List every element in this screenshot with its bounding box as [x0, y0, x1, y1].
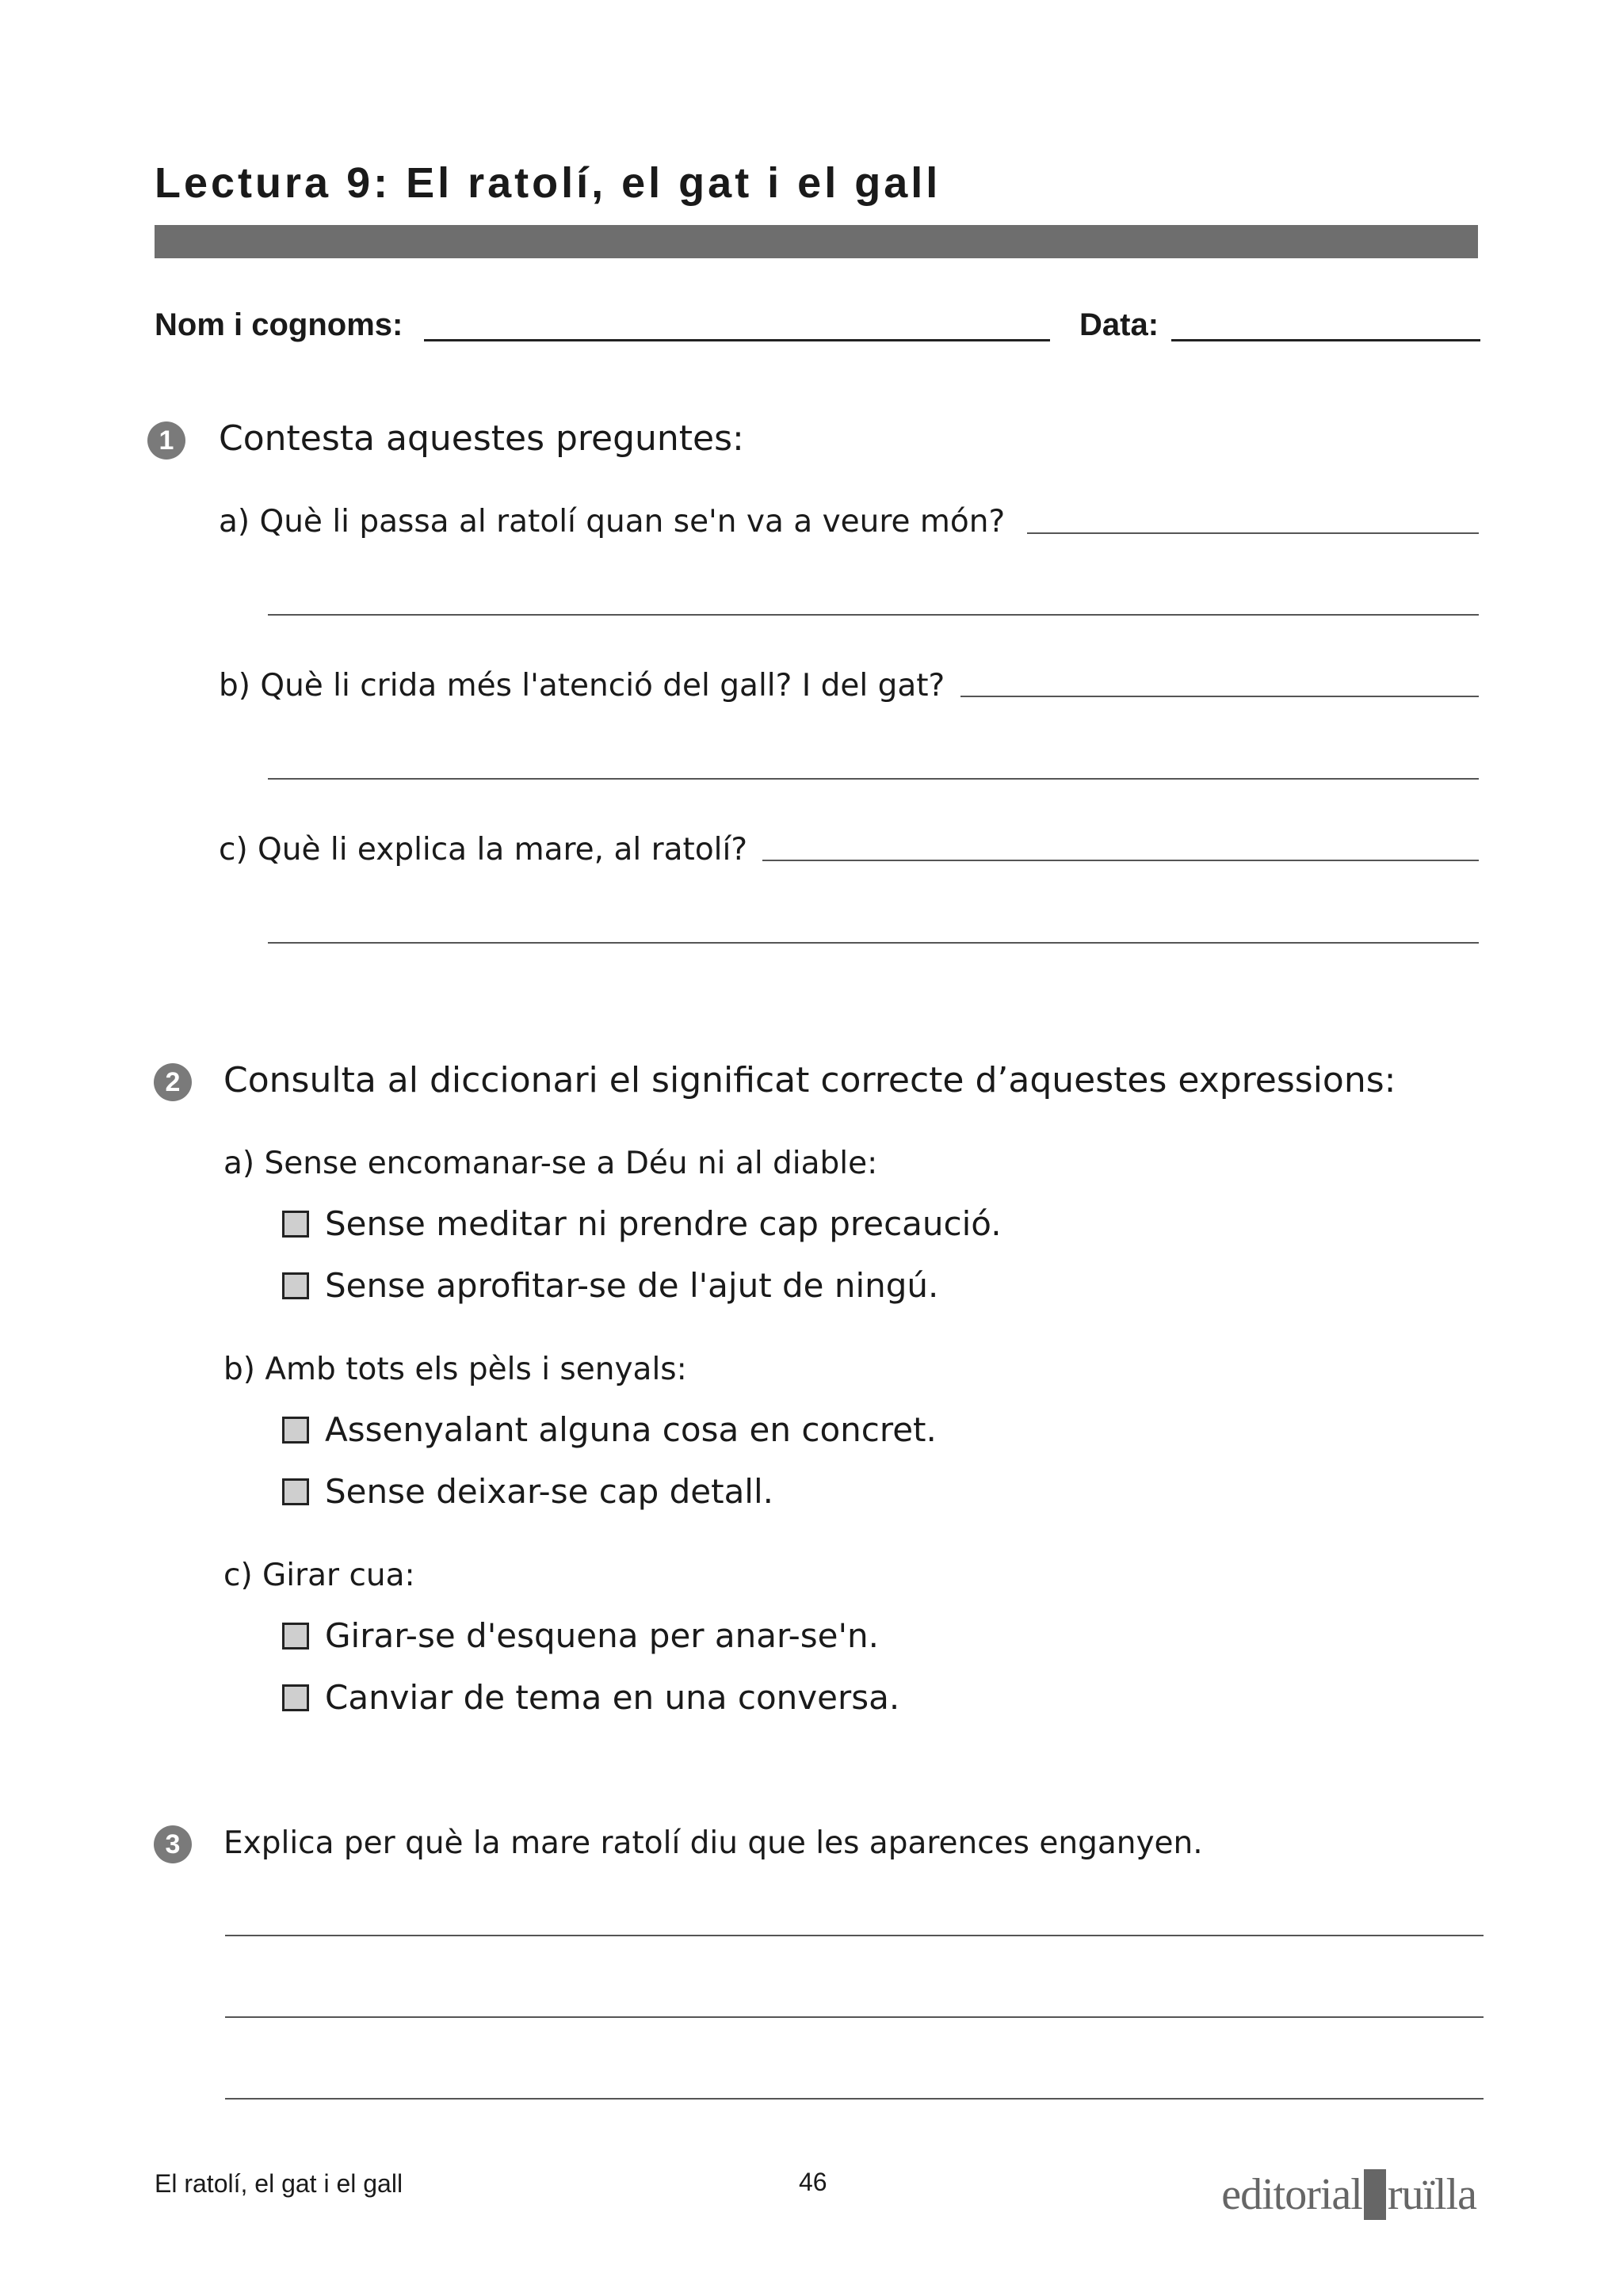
name-label: Nom i cognoms:	[155, 307, 403, 342]
exercise-2-number: 2	[154, 1063, 192, 1101]
option-label: Sense deixar-se cap detall.	[325, 1472, 773, 1511]
checkbox[interactable]	[282, 1478, 309, 1505]
option-b1[interactable]	[282, 1410, 937, 1449]
publisher-logo: editorial ruïlla	[1221, 2170, 1476, 2219]
date-field[interactable]	[1171, 339, 1480, 341]
exercise-2-prompt: Consulta al diccionari el significat correcte d’aquestes expressions:	[223, 1060, 1396, 1100]
answer-line-1b-2[interactable]	[268, 778, 1479, 780]
exercise-3-prompt: Explica per què la mare ratolí diu que les aparences enganyen.	[223, 1825, 1203, 1861]
option-c1[interactable]	[282, 1616, 879, 1655]
answer-line-1c-2[interactable]	[268, 942, 1479, 944]
exercise-1-prompt: Contesta aquestes preguntes:	[219, 418, 744, 459]
answer-line-1b-1[interactable]	[960, 696, 1479, 697]
expression-c: c) Girar cua:	[223, 1558, 415, 1593]
checkbox[interactable]	[282, 1623, 309, 1650]
page-number: 46	[799, 2168, 827, 2196]
answer-line-3-3[interactable]	[225, 2098, 1484, 2100]
page-title: Lectura 9: El ratolí, el gat i el gall	[155, 159, 941, 207]
option-label: Assenyalant alguna cosa en concret.	[325, 1410, 937, 1449]
checkbox[interactable]	[282, 1417, 309, 1444]
expression-a: a) Sense encomanar-se a Déu ni al diable:	[223, 1146, 878, 1181]
title-divider-bar	[155, 225, 1478, 258]
checkbox[interactable]	[282, 1684, 309, 1711]
date-label: Data:	[1079, 307, 1159, 342]
footer-book-title: El ratolí, el gat i el gall	[155, 2169, 403, 2198]
checkbox[interactable]	[282, 1211, 309, 1238]
option-a2[interactable]	[282, 1266, 938, 1305]
option-b2[interactable]	[282, 1472, 773, 1511]
option-label: Sense meditar ni prendre cap precaució.	[325, 1204, 1002, 1243]
question-1b: b) Què li crida més l'atenció del gall? I del gat?	[219, 668, 945, 704]
option-label: Girar-se d'esquena per anar-se'n.	[325, 1616, 879, 1655]
answer-line-1a-1[interactable]	[1027, 532, 1479, 534]
option-label: Sense aprofitar-se de l'ajut de ningú.	[325, 1266, 939, 1305]
option-label: Canviar de tema en una conversa.	[325, 1678, 900, 1717]
question-1c: c) Què li explica la mare, al ratolí?	[219, 832, 748, 868]
name-field[interactable]	[424, 339, 1050, 341]
checkbox[interactable]	[282, 1272, 309, 1299]
answer-line-3-2[interactable]	[225, 2016, 1484, 2018]
expression-b: b) Amb tots els pèls i senyals:	[223, 1352, 687, 1387]
answer-line-1a-2[interactable]	[268, 614, 1479, 616]
answer-line-3-1[interactable]	[225, 1935, 1484, 1936]
answer-line-1c-1[interactable]	[762, 860, 1479, 861]
exercise-3-number: 3	[154, 1825, 192, 1863]
option-c2[interactable]	[282, 1678, 899, 1717]
logo-bar-icon	[1364, 2169, 1386, 2220]
exercise-1-number: 1	[147, 421, 185, 460]
option-a1[interactable]	[282, 1204, 1002, 1243]
question-1a: a) Què li passa al ratolí quan se'n va a veure món?	[219, 504, 1006, 540]
